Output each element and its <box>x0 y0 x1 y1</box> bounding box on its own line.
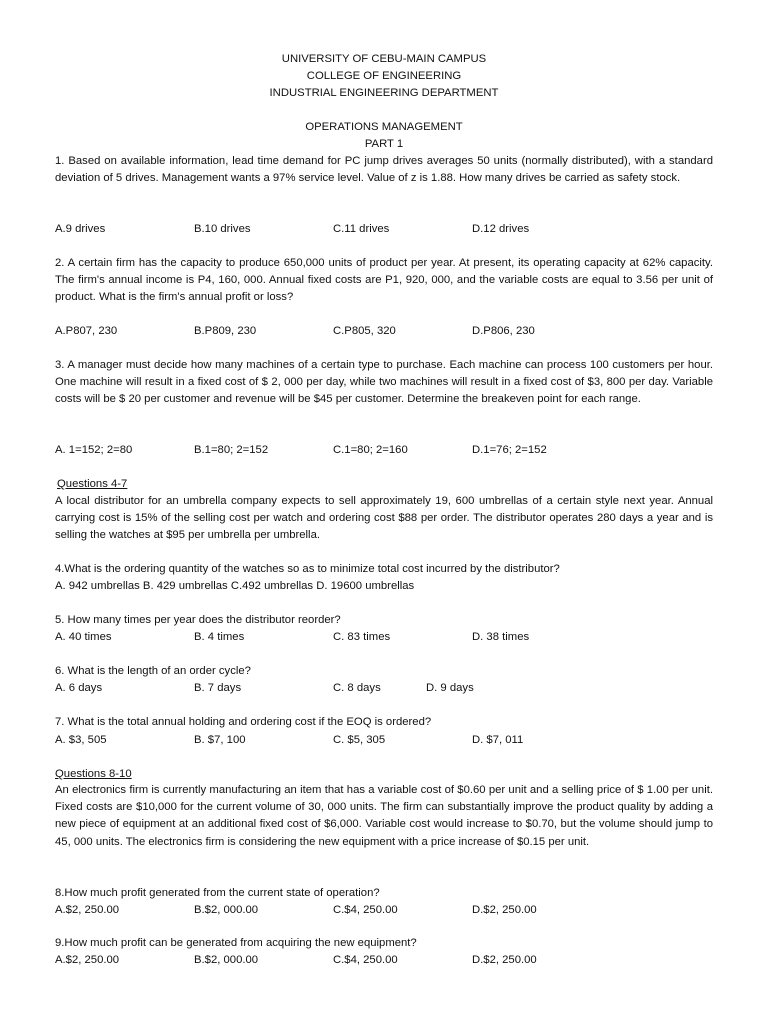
q5-option-c: C. 83 times <box>333 631 391 643</box>
q6-option-c: C. 8 days <box>333 682 381 694</box>
q7-option-b: B. $7, 100 <box>194 734 246 746</box>
q2-option-b: B.P809, 230 <box>194 325 257 337</box>
q2-option-d: D.P806, 230 <box>472 325 535 337</box>
q8-option-b: B.$2, 000.00 <box>194 904 259 916</box>
q5-option-b: B. 4 times <box>194 631 245 643</box>
q5-option-d: D. 38 times <box>472 631 530 643</box>
q3-option-d: D.1=76; 2=152 <box>472 444 547 456</box>
q3-option-b: B.1=80; 2=152 <box>194 444 269 456</box>
q7-option-c: C. $5, 305 <box>333 734 386 746</box>
q2-option-a: A.P807, 230 <box>55 325 118 337</box>
q1-option-c: C.11 drives <box>333 223 390 235</box>
course-title: OPERATIONS MANAGEMENT <box>305 121 463 133</box>
q9-option-d: D.$2, 250.00 <box>472 954 537 966</box>
question-9-text: 9.How much profit can be generated from acquiring the new equipment? <box>55 937 417 949</box>
section-heading-8-10: Questions 8-10 <box>55 768 132 780</box>
q8-option-d: D.$2, 250.00 <box>472 904 537 916</box>
q2-option-c: C.P805, 320 <box>333 325 396 337</box>
q6-option-d: D. 9 days <box>426 682 474 694</box>
university-name: UNIVERSITY OF CEBU-MAIN CAMPUS <box>281 53 487 65</box>
department-name: INDUSTRIAL ENGINEERING DEPARTMENT <box>269 87 499 99</box>
q1-option-b: B.10 drives <box>194 223 251 235</box>
q3-option-a: A. 1=152; 2=80 <box>55 444 133 456</box>
q8-option-a: A.$2, 250.00 <box>55 904 120 916</box>
q9-option-c: C.$4, 250.00 <box>333 954 398 966</box>
q6-option-b: B. 7 days <box>194 682 242 694</box>
q5-option-a: A. 40 times <box>55 631 112 643</box>
q9-option-a: A.$2, 250.00 <box>55 954 120 966</box>
section-4-7-scenario: A local distributor for an umbrella company expects to sell approximately 19, 600 umbrellas of a certain style next year. Annual carrying cost is 15% of the selling cost per watch and ordering cost $88 per order. The distributor operates 280 days a year and is selling the watches at $95 per umbrella per umbrella. <box>55 495 713 542</box>
question-1-text: 1. Based on available information, lead time demand for PC jump drives averages 50 units (normally distributed), with a standard deviation of 5 drives. Management wants a 97% service level. Value of z is 1.88. How many drives be carried as safety stock. <box>55 155 713 185</box>
question-7-text: 7. What is the total annual holding and ordering cost if the EOQ is ordered? <box>55 716 432 728</box>
q8-option-c: C.$4, 250.00 <box>333 904 398 916</box>
question-8-text: 8.How much profit generated from the current state of operation? <box>55 887 380 899</box>
question-3-text: 3. A manager must decide how many machines of a certain type to purchase. Each machine can process 100 customers per hour. One machine will result in a fixed cost of $ 2, 000 per day, while two machines will result in a fixed cost of $3, 800 per day. Variable costs will be $ 20 per customer and revenue will be $45 per customer. Determine the breakeven point for each range. <box>55 359 713 406</box>
question-5-text: 5. How many times per year does the distributor reorder? <box>55 614 341 626</box>
q7-option-d: D. $7, 011 <box>472 734 524 746</box>
part-label: PART 1 <box>364 138 404 150</box>
q7-option-a: A. $3, 505 <box>55 734 107 746</box>
q1-option-d: D.12 drives <box>472 223 530 235</box>
question-6-text: 6. What is the length of an order cycle? <box>55 665 251 677</box>
section-8-10-scenario: An electronics firm is currently manufacturing an item that has a variable cost of $0.60 per unit and a selling price of $ 1.00 per unit. Fixed costs are $10,000 for the current volume of 30, 000 units. The firm can substantially improve the product quality by adding a new piece of equipment at an additional fixed cost of $6,000. Variable cost would increase to $0.70, but the volume should jump to 45, 000 units. The electronics firm is considering the new equipment with a price increase of $0.15 per unit. <box>55 784 713 848</box>
question-4-text: 4.What is the ordering quantity of the watches so as to minimize total cost incurred by the distributor? <box>55 563 560 575</box>
question-2-text: 2. A certain firm has the capacity to produce 650,000 units of product per year. At present, its operating capacity at 62% capacity. The firm's annual income is P4, 160, 000. Annual fixed costs are P1, 920, 000, and the variable costs are equal to 3.56 per unit of product. What is the firm's annual profit or loss? <box>55 257 713 304</box>
section-heading-4-7: Questions 4-7 <box>57 478 128 490</box>
q1-option-a: A.9 drives <box>55 223 106 235</box>
college-name: COLLEGE OF ENGINEERING <box>306 70 462 82</box>
q9-option-b: B.$2, 000.00 <box>194 954 259 966</box>
q4-options: A. 942 umbrellas B. 429 umbrellas C.492 umbrellas D. 19600 umbrellas <box>55 580 415 592</box>
q6-option-a: A. 6 days <box>55 682 103 694</box>
q3-option-c: C.1=80; 2=160 <box>333 444 408 456</box>
